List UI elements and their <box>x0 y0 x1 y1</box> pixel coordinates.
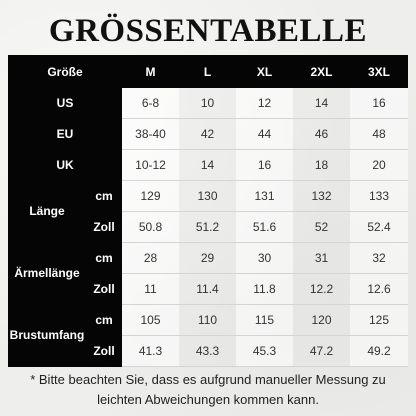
table-cell: 49.2 <box>350 335 408 366</box>
footnote-line-2: leichten Abweichungen kommen kann. <box>97 392 319 407</box>
table-cell: 115 <box>236 304 293 335</box>
table-cell: 46 <box>293 118 350 149</box>
row-unit: Zoll <box>86 273 122 304</box>
table-cell: 129 <box>122 180 179 211</box>
size-table <box>8 55 408 367</box>
table-cell: 120 <box>293 304 350 335</box>
table-cell: 42 <box>179 118 236 149</box>
table-row <box>8 242 408 273</box>
header-size: XL <box>236 55 293 88</box>
table-row <box>8 180 408 211</box>
table-cell: 18 <box>293 149 350 180</box>
header-label: Größe <box>8 55 122 88</box>
table-cell: 20 <box>350 149 408 180</box>
row-unit: Zoll <box>86 211 122 242</box>
header-size: L <box>179 55 236 88</box>
size-chart-table <box>8 55 408 367</box>
table-cell: 52.4 <box>350 211 408 242</box>
table-cell: 31 <box>293 242 350 273</box>
footnote <box>0 370 416 410</box>
footnote-line-1: * Bitte beachten Sie, dass es aufgrund manueller Messung zu <box>30 372 386 387</box>
table-cell: 110 <box>179 304 236 335</box>
table-cell: 50.8 <box>122 211 179 242</box>
table-cell: 12.6 <box>350 273 408 304</box>
table-cell: 51.2 <box>179 211 236 242</box>
table-cell: 14 <box>179 149 236 180</box>
table-cell: 16 <box>350 88 408 118</box>
table-cell: 11 <box>122 273 179 304</box>
table-cell: 29 <box>179 242 236 273</box>
table-cell: 52 <box>293 211 350 242</box>
table-cell: 105 <box>122 304 179 335</box>
table-cell: 131 <box>236 180 293 211</box>
table-cell: 47.2 <box>293 335 350 366</box>
row-label: Länge <box>8 180 86 242</box>
table-row <box>8 88 408 118</box>
table-cell: 38-40 <box>122 118 179 149</box>
table-cell: 48 <box>350 118 408 149</box>
table-cell: 6-8 <box>122 88 179 118</box>
table-cell: 12 <box>236 88 293 118</box>
table-cell: 45.3 <box>236 335 293 366</box>
table-cell: 41.3 <box>122 335 179 366</box>
row-unit: cm <box>86 304 122 335</box>
table-cell: 51.6 <box>236 211 293 242</box>
table-row <box>8 118 408 149</box>
table-cell: 132 <box>293 180 350 211</box>
row-unit: cm <box>86 180 122 211</box>
row-unit: cm <box>86 242 122 273</box>
row-label: Ärmellänge <box>8 242 86 304</box>
table-cell: 133 <box>350 180 408 211</box>
table-cell: 30 <box>236 242 293 273</box>
table-cell: 32 <box>350 242 408 273</box>
table-cell: 12.2 <box>293 273 350 304</box>
header-size: 2XL <box>293 55 350 88</box>
table-row <box>8 149 408 180</box>
header-size: M <box>122 55 179 88</box>
table-cell: 130 <box>179 180 236 211</box>
table-cell: 125 <box>350 304 408 335</box>
table-cell: 16 <box>236 149 293 180</box>
page-title: GRÖSSENTABELLE <box>48 13 368 49</box>
row-label: US <box>8 88 122 118</box>
table-cell: 28 <box>122 242 179 273</box>
table-cell: 11.8 <box>236 273 293 304</box>
row-label: UK <box>8 149 122 180</box>
table-cell: 14 <box>293 88 350 118</box>
row-label: Brustumfang <box>8 304 86 366</box>
table-cell: 44 <box>236 118 293 149</box>
table-row <box>8 304 408 335</box>
header-size: 3XL <box>350 55 408 88</box>
table-cell: 10 <box>179 88 236 118</box>
row-unit: Zoll <box>86 335 122 366</box>
table-cell: 10-12 <box>122 149 179 180</box>
table-cell: 43.3 <box>179 335 236 366</box>
table-body <box>8 55 408 367</box>
table-cell: 11.4 <box>179 273 236 304</box>
row-label: EU <box>8 118 122 149</box>
header-row <box>8 55 408 88</box>
